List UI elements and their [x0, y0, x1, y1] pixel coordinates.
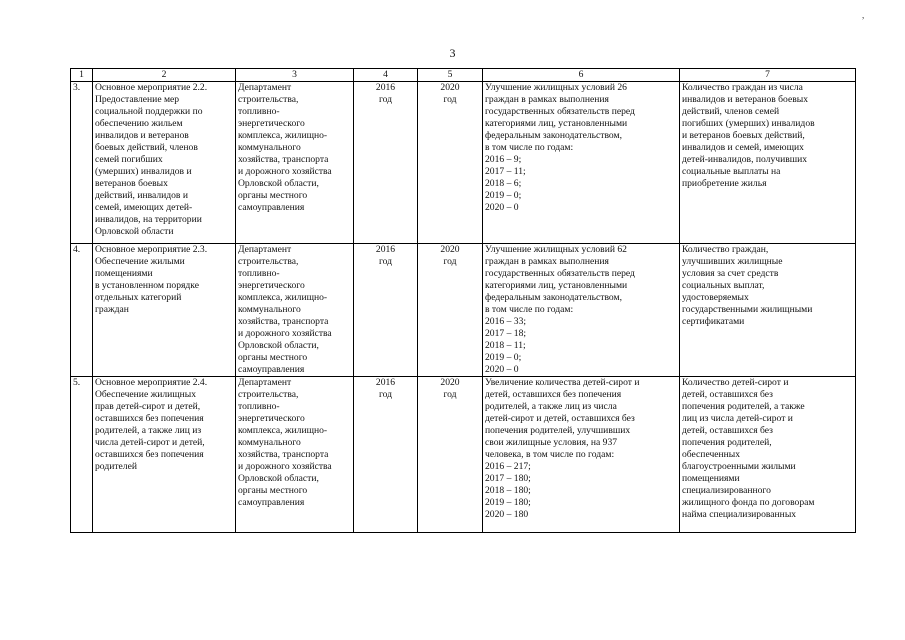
page-number: 3	[449, 46, 456, 60]
result-cell: Улучшение жилищных условий 26 граждан в рамках выполнения государственных обязательств перед категориями лиц, установленными федеральным законодательством, в том числе по годам: 2016 – 9; 2017 – 11; 2018 – 6; 2019 – 0; 2020 – 0	[483, 82, 680, 244]
col-header-4: 4	[354, 69, 418, 82]
header-row	[71, 69, 856, 82]
table-row	[71, 377, 856, 533]
end-year-cell: 2020 год	[418, 244, 483, 377]
activity-cell: Основное мероприятие 2.3. Обеспечение жилыми помещениями в установленном порядке отдельных категорий граждан	[93, 244, 236, 377]
result-cell: Увеличение количества детей-сирот и детей, оставшихся без попечения родителей, а также лиц из числа детей-сирот и детей, оставшихся без попечения родителей, улучшивших свои жилищные условия, на 937 человека, в том числе по годам: 2016 – 217; 2017 – 180; 2018 – 180; 2019 – 180; 2020 – 180	[483, 377, 680, 533]
end-year-cell: 2020 год	[418, 82, 483, 244]
table-row	[71, 244, 856, 377]
start-year-cell: 2016 год	[354, 377, 418, 533]
indicator-cell: Количество граждан из числа инвалидов и ветеранов боевых действий, членов семей погибших (умерших) инвалидов и ветеранов боевых действий, инвалидов и семей, имеющих детей-инвалидов, получивших социальные выплаты на приобретение жилья	[680, 82, 856, 244]
col-header-5: 5	[418, 69, 483, 82]
row-number: 4.	[71, 244, 93, 377]
executor-cell: Департамент строительства, топливно- энергетического комплекса, жилищно- коммунального хозяйства, транспорта и дорожного хозяйства Орловской области, органы местного самоуправления	[236, 377, 354, 533]
col-header-1: 1	[71, 69, 93, 82]
col-header-3: 3	[236, 69, 354, 82]
row-number: 3.	[71, 82, 93, 244]
col-header-7: 7	[680, 69, 856, 82]
indicator-cell: Количество граждан, улучшивших жилищные условия за счет средств социальных выплат, удостоверяемых государственными жилищными сертификатами	[680, 244, 856, 377]
end-year-cell: 2020 год	[418, 377, 483, 533]
row-number: 5.	[71, 377, 93, 533]
program-activities-table	[70, 68, 856, 533]
indicator-cell: Количество детей-сирот и детей, оставшихся без попечения родителей, а также лиц из числа детей-сирот и детей, оставшихся без попечения родителей, обеспеченных благоустроенными жилыми помещениями специализированного жилищного фонда по договорам найма специализированных	[680, 377, 856, 533]
activity-cell: Основное мероприятие 2.4. Обеспечение жилищных прав детей-сирот и детей, оставшихся без попечения родителей, а также лиц из числа детей-сирот и детей, оставшихся без попечения родителей	[93, 377, 236, 533]
col-header-6: 6	[483, 69, 680, 82]
executor-cell: Департамент строительства, топливно- энергетического комплекса, жилищно- коммунального хозяйства, транспорта и дорожного хозяйства Орловской области, органы местного самоуправления	[236, 82, 354, 244]
executor-cell: Департамент строительства, топливно- энергетического комплекса, жилищно- коммунального хозяйства, транспорта и дорожного хозяйства Орловской области, органы местного самоуправления	[236, 244, 354, 377]
result-cell: Улучшение жилищных условий 62 граждан в рамках выполнения государственных обязательств перед категориями лиц, установленными федеральным законодательством, в том числе по годам: 2016 – 33; 2017 – 18; 2018 – 11; 2019 – 0; 2020 – 0	[483, 244, 680, 377]
start-year-cell: 2016 год	[354, 244, 418, 377]
activity-cell: Основное мероприятие 2.2. Предоставление мер социальной поддержки по обеспечению жильем инвалидов и ветеранов боевых действий, членов семей погибших (умерших) инвалидов и ветеранов боевых действий, инвалидов и семей, имеющих детей- инвалидов, на территории Орловской области	[93, 82, 236, 244]
col-header-2: 2	[93, 69, 236, 82]
start-year-cell: 2016 год	[354, 82, 418, 244]
scan-mark: ,	[862, 10, 865, 20]
table-row	[71, 82, 856, 244]
